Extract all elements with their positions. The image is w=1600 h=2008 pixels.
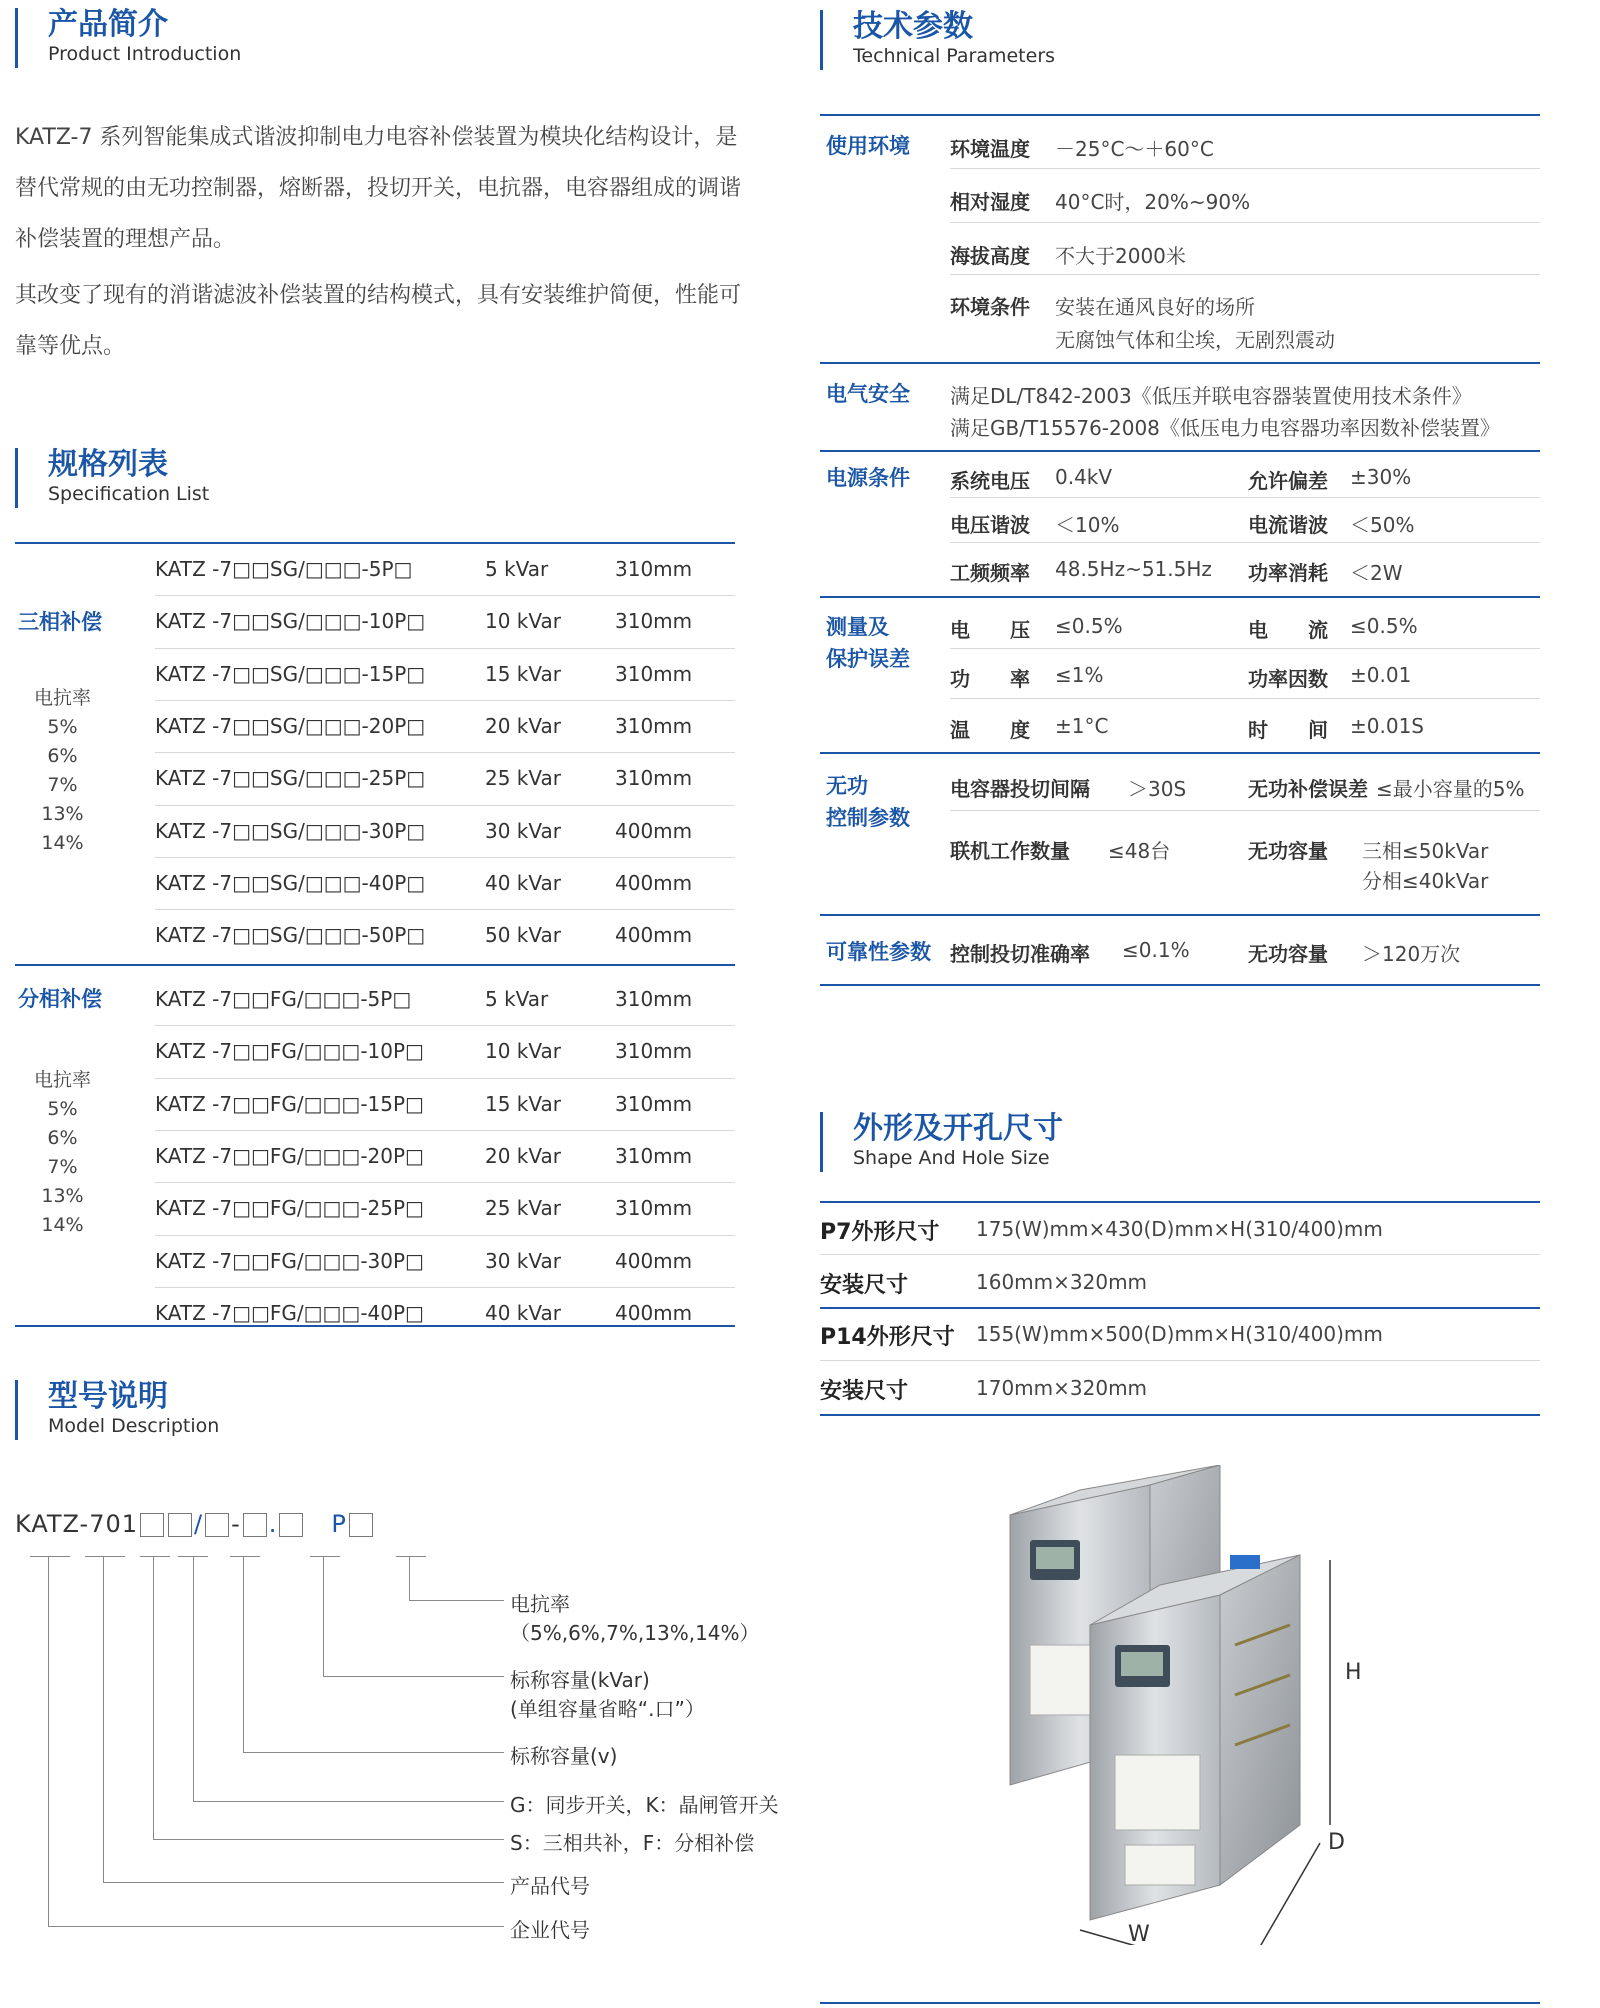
dim-label-d: D — [1328, 1830, 1345, 1855]
spec-model: KATZ -7□□SG/□□□-30P□ — [155, 818, 426, 843]
spec-model: KATZ -7□□FG/□□□-20P□ — [155, 1143, 424, 1168]
spec-model: KATZ -7□□SG/□□□-10P□ — [155, 609, 426, 634]
spec-depth: 400mm — [615, 818, 693, 843]
spec-power: 10 kVar — [485, 609, 561, 634]
group-label-three-phase: 三相补偿 — [18, 610, 102, 634]
section-title-intro — [15, 8, 241, 68]
section-title-model — [15, 1380, 219, 1440]
leader-line — [409, 1556, 410, 1600]
spec-bottom-rule — [15, 1325, 735, 1327]
tech-row-rule — [950, 222, 1540, 223]
model-label-phase: S：三相共补，F：分相补偿 — [510, 1831, 755, 1855]
dim-line-w — [1080, 1930, 1220, 1945]
tech-key: 功率因数 — [1248, 667, 1328, 691]
intro-paragraph-2: 其改变了现有的消谐滤波补偿装置的结构模式，具有安装维护简便，性能可靠等优点。 — [15, 283, 742, 359]
spec-power: 20 kVar — [485, 713, 561, 738]
tech-value: ≤0.5% — [1055, 614, 1123, 638]
spec-depth: 310mm — [615, 1143, 693, 1168]
tech-section-rule — [820, 752, 1540, 754]
tech-value: ≤0.1% — [1122, 938, 1190, 962]
size-key: P14外形尺寸 — [820, 1325, 955, 1350]
tech-value: ≤1% — [1055, 663, 1104, 687]
tech-value: ＜50% — [1350, 513, 1415, 537]
leader-tick — [178, 1556, 208, 1557]
section-title-en: Product Introduction — [48, 43, 242, 65]
tech-key: 温 度 — [950, 718, 1030, 742]
size-row-rule — [820, 1360, 1540, 1361]
tech-value: ±30% — [1350, 465, 1412, 489]
spec-power: 30 kVar — [485, 818, 561, 843]
tech-cat-line: 测量及 — [826, 615, 889, 639]
ratio-value: 14% — [41, 1214, 84, 1236]
spec-depth: 310mm — [615, 987, 693, 1011]
tech-value: 不大于2000米 — [1055, 244, 1186, 268]
model-label-capacity: 标称容量(kVar) — [510, 1668, 650, 1692]
leader-tick — [396, 1556, 426, 1557]
leader-line — [103, 1882, 504, 1883]
spec-model: KATZ -7□□FG/□□□-25P□ — [155, 1196, 424, 1221]
spec-power: 40 kVar — [485, 870, 561, 895]
spec-depth: 400mm — [615, 870, 693, 895]
tech-key: 功率消耗 — [1248, 561, 1328, 585]
leader-line — [48, 1926, 504, 1927]
section-title-zh: 外形及开孔尺寸 — [853, 1111, 1063, 1146]
ratio-list-split-phase — [30, 1066, 95, 1240]
leader-line — [193, 1556, 194, 1801]
leader-line — [153, 1556, 154, 1839]
spec-model: KATZ -7□□FG/□□□-5P□ — [155, 987, 412, 1011]
section-title-zh: 技术参数 — [853, 9, 973, 44]
spec-power: 40 kVar — [485, 1300, 561, 1325]
ratio-label: 电抗率 — [33, 1069, 91, 1091]
section-title-en: Technical Parameters — [853, 45, 1056, 67]
tech-value: ＞30S — [1128, 777, 1187, 801]
spec-power: 15 kVar — [485, 661, 561, 686]
spec-depth: 310mm — [615, 766, 693, 791]
tech-section-rule — [820, 914, 1540, 916]
spec-depth: 310mm — [615, 713, 693, 738]
tech-section-rule — [820, 362, 1540, 364]
leader-tick — [310, 1556, 340, 1557]
tech-section-rule — [820, 450, 1540, 452]
tech-cat-measure — [826, 611, 910, 675]
spec-depth: 400mm — [615, 1300, 693, 1325]
tech-key: 海拔高度 — [950, 244, 1030, 268]
size-bottom-rule — [820, 1414, 1540, 1416]
spec-model: KATZ -7□□SG/□□□-15P□ — [155, 661, 426, 686]
spec-power: 30 kVar — [485, 1248, 561, 1273]
spec-model: KATZ -7□□SG/□□□-50P□ — [155, 923, 426, 948]
tech-key: 无功容量 — [1248, 942, 1328, 966]
section-title-en: Model Description — [48, 1415, 220, 1437]
spec-mid-rule — [15, 964, 735, 966]
leader-tick — [85, 1556, 125, 1557]
size-key: P7外形尺寸 — [820, 1220, 940, 1245]
spec-model: KATZ -7□□FG/□□□-10P□ — [155, 1039, 424, 1064]
tech-key: 环境温度 — [950, 137, 1030, 161]
tech-key: 功 率 — [950, 667, 1030, 691]
spec-power: 50 kVar — [485, 923, 561, 948]
leader-line — [323, 1556, 324, 1676]
tech-row-rule — [950, 168, 1540, 169]
tech-key: 无功容量 — [1248, 839, 1328, 863]
ratio-list-three-phase — [30, 684, 95, 858]
product-illustration — [930, 1465, 1370, 1945]
dim-label-h: H — [1345, 1660, 1362, 1685]
tech-value: 0.4kV — [1055, 465, 1113, 489]
section-title-en: Shape And Hole Size — [853, 1147, 1050, 1169]
spec-power: 15 kVar — [485, 1091, 561, 1116]
section-title-zh: 规格列表 — [48, 447, 168, 482]
tech-value: ＞120万次 — [1362, 942, 1461, 966]
group-label-split-phase: 分相补偿 — [18, 987, 102, 1011]
section-title-zh: 型号说明 — [48, 1379, 168, 1414]
spec-depth: 310mm — [615, 1091, 693, 1116]
ratio-label: 电抗率 — [33, 687, 91, 709]
model-label-product-code: 产品代号 — [510, 1874, 590, 1898]
tech-value: ＜10% — [1055, 513, 1120, 537]
model-code — [15, 1510, 375, 1538]
tech-key: 相对湿度 — [950, 190, 1030, 214]
tech-value: －25°C～＋60°C — [1055, 137, 1214, 161]
tech-value: 无腐蚀气体和尘埃，无剧烈震动 — [1055, 328, 1335, 352]
tech-cat-env: 使用环境 — [826, 134, 910, 158]
tech-cat-line: 无功 — [826, 774, 868, 798]
placeholder-box — [205, 1513, 229, 1537]
tech-cat-power: 电源条件 — [826, 466, 910, 490]
spec-model: KATZ -7□□SG/□□□-40P□ — [155, 870, 426, 895]
tech-row-rule — [950, 698, 1540, 699]
spec-power: 10 kVar — [485, 1039, 561, 1064]
leader-line — [103, 1556, 104, 1882]
model-slash: / — [194, 1510, 204, 1538]
model-code-prefix: KATZ-701 — [15, 1510, 139, 1538]
tech-cat-safety: 电气安全 — [826, 382, 910, 406]
placeholder-box — [243, 1513, 267, 1537]
model-label-company-code: 企业代号 — [510, 1918, 590, 1942]
size-value: 175(W)mm×430(D)mm×H(310/400)mm — [976, 1217, 1383, 1241]
spec-depth: 310mm — [615, 1039, 693, 1064]
model-label-ratio-values: （5%,6%,7%,13%,14%） — [510, 1621, 760, 1645]
spec-model: KATZ -7□□SG/□□□-25P□ — [155, 766, 426, 791]
tech-top-rule — [820, 114, 1540, 116]
tech-value: ≤最小容量的5% — [1376, 777, 1525, 801]
tech-key: 电压谐波 — [950, 513, 1030, 537]
ratio-value: 5% — [47, 1098, 78, 1120]
spec-model: KATZ -7□□FG/□□□-15P□ — [155, 1091, 424, 1116]
spec-model: KATZ -7□□SG/□□□-5P□ — [155, 557, 413, 581]
spec-model: KATZ -7□□SG/□□□-20P□ — [155, 713, 426, 738]
tech-key: 系统电压 — [950, 469, 1030, 493]
leader-line — [48, 1556, 49, 1926]
tech-row-rule — [950, 497, 1540, 498]
spec-depth: 310mm — [615, 557, 693, 581]
tech-bottom-rule — [820, 984, 1540, 986]
ratio-value: 7% — [47, 774, 78, 796]
tech-key: 环境条件 — [950, 295, 1030, 319]
ratio-value: 6% — [47, 745, 78, 767]
spec-depth: 310mm — [615, 661, 693, 686]
size-value: 160mm×320mm — [976, 1270, 1148, 1294]
tech-cat-reactive — [826, 770, 910, 834]
section-title-tech — [820, 10, 1055, 70]
ratio-value: 7% — [47, 1156, 78, 1178]
tech-value: 40°C时，20%~90% — [1055, 190, 1251, 214]
front-unit — [1090, 1555, 1300, 1920]
tech-value: 满足GB/T15576-2008《低压电力电容器功率因数补偿装置》 — [950, 416, 1500, 440]
tech-key: 联机工作数量 — [950, 839, 1070, 863]
section-title-en: Specification List — [48, 483, 210, 505]
tech-value: ≤48台 — [1108, 839, 1171, 863]
spec-power: 20 kVar — [485, 1143, 561, 1168]
tech-value: 安装在通风良好的场所 — [1055, 295, 1255, 319]
tech-value: ±1°C — [1055, 714, 1109, 738]
page-bottom-rule — [820, 2002, 1540, 2004]
leader-tick — [230, 1556, 260, 1557]
spec-depth: 310mm — [615, 609, 693, 634]
dim-label-w: W — [1128, 1922, 1150, 1947]
tech-key: 工频频率 — [950, 561, 1030, 585]
section-title-spec — [15, 448, 209, 508]
tech-row-rule — [950, 542, 1540, 543]
tech-value: 分相≤40kVar — [1362, 869, 1489, 893]
size-key: 安装尺寸 — [820, 1379, 909, 1404]
tech-row-rule — [950, 274, 1540, 275]
model-p: P — [331, 1510, 347, 1538]
model-dot: . — [268, 1510, 278, 1538]
spec-model: KATZ -7□□FG/□□□-30P□ — [155, 1248, 424, 1273]
leader-line — [243, 1752, 504, 1753]
spec-power: 5 kVar — [485, 557, 549, 581]
tech-value: ＜2W — [1350, 561, 1403, 585]
section-title-zh: 产品简介 — [48, 7, 168, 42]
tech-key: 电流谐波 — [1248, 513, 1328, 537]
size-key: 安装尺寸 — [820, 1273, 909, 1298]
leader-line — [409, 1600, 504, 1601]
intro-paragraph-1: KATZ-7 系列智能集成式谐波抑制电力电容补偿装置为模块化结构设计，是替代常规的由无功控制器，熔断器，投切开关，电抗器，电容器组成的调谐补偿装置的理想产品。 — [15, 125, 742, 252]
leader-tick — [140, 1556, 170, 1557]
size-top-rule — [820, 1201, 1540, 1203]
size-value: 170mm×320mm — [976, 1376, 1148, 1400]
model-label-ratio: 电抗率 — [510, 1592, 570, 1616]
tech-key: 电 压 — [950, 618, 1030, 642]
model-label-voltage: 标称容量(v) — [510, 1744, 618, 1768]
tech-key: 电 流 — [1248, 618, 1328, 642]
leader-line — [323, 1676, 504, 1677]
tech-row-rule — [950, 648, 1540, 649]
model-label-capacity-note: (单组容量省略“.口”） — [510, 1697, 705, 1721]
leader-line — [153, 1839, 504, 1840]
model-label-switch: G：同步开关，K：晶闸管开关 — [510, 1793, 779, 1817]
placeholder-box — [349, 1513, 373, 1537]
ratio-value: 13% — [41, 803, 84, 825]
tech-value: ±0.01S — [1350, 714, 1424, 738]
section-title-size — [820, 1112, 1063, 1172]
leader-line — [243, 1556, 244, 1752]
leader-tick — [30, 1556, 70, 1557]
size-mid-rule — [820, 1307, 1540, 1309]
spec-depth: 400mm — [615, 923, 693, 948]
spec-power: 5 kVar — [485, 987, 549, 1011]
spec-depth: 310mm — [615, 1196, 693, 1221]
spec-depth: 400mm — [615, 1248, 693, 1273]
tech-value: 三相≤50kVar — [1362, 839, 1489, 863]
ratio-value: 13% — [41, 1185, 84, 1207]
tech-value: ±0.01 — [1350, 663, 1412, 687]
tech-cat-reliability: 可靠性参数 — [826, 940, 931, 964]
ratio-value: 14% — [41, 832, 84, 854]
intro-text — [15, 112, 745, 377]
ratio-value: 6% — [47, 1127, 78, 1149]
placeholder-box — [140, 1513, 164, 1537]
spec-power: 25 kVar — [485, 766, 561, 791]
tech-cat-line: 保护误差 — [826, 647, 910, 671]
spec-model: KATZ -7□□FG/□□□-40P□ — [155, 1300, 424, 1325]
tech-value: ≤0.5% — [1350, 614, 1418, 638]
placeholder-box — [279, 1513, 303, 1537]
spec-power: 25 kVar — [485, 1196, 561, 1221]
tech-value: 48.5Hz~51.5Hz — [1055, 557, 1212, 581]
tech-cat-line: 控制参数 — [826, 806, 910, 830]
tech-value: 满足DL/T842-2003《低压并联电容器装置使用技术条件》 — [950, 384, 1472, 408]
placeholder-box — [168, 1513, 192, 1537]
tech-key: 控制投切准确率 — [950, 942, 1090, 966]
tech-section-rule — [820, 596, 1540, 598]
leader-line — [193, 1801, 504, 1802]
tech-key: 电容器投切间隔 — [950, 777, 1090, 801]
ratio-value: 5% — [47, 716, 78, 738]
size-row-rule — [820, 1254, 1540, 1255]
tech-key: 时 间 — [1248, 718, 1328, 742]
model-dash: - — [231, 1510, 241, 1538]
tech-key: 允许偏差 — [1248, 469, 1328, 493]
tech-key: 无功补偿误差 — [1248, 777, 1368, 801]
tech-row-rule — [950, 810, 1540, 811]
size-value: 155(W)mm×500(D)mm×H(310/400)mm — [976, 1322, 1383, 1346]
